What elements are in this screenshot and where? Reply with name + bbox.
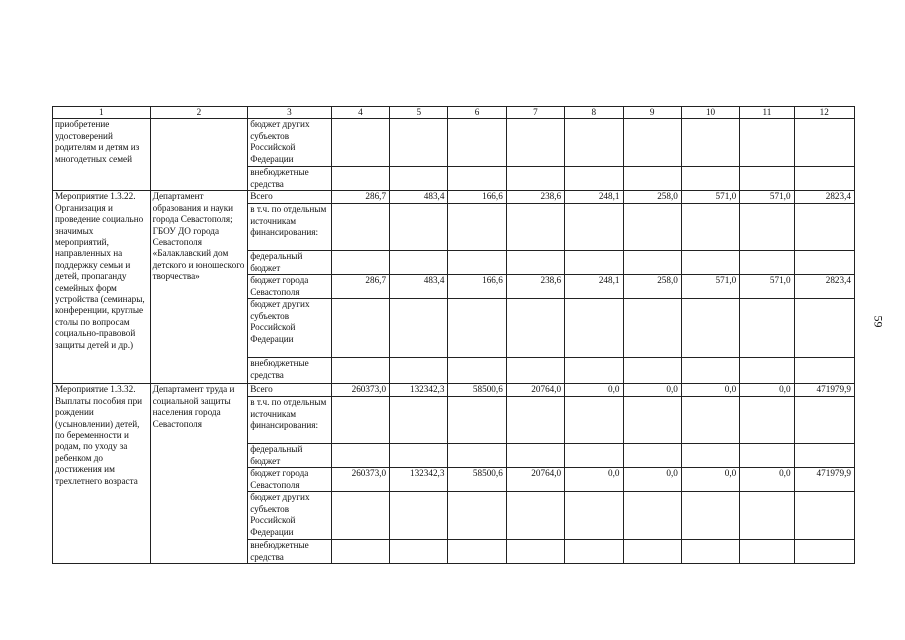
- funding-value: [740, 397, 794, 444]
- funding-source: Всего: [248, 384, 332, 397]
- funding-value: [623, 444, 681, 468]
- funding-value: [681, 204, 739, 251]
- funding-value: 248,1: [565, 191, 623, 204]
- funding-value: [565, 492, 623, 540]
- column-number: 4: [331, 107, 389, 119]
- funding-value: [565, 204, 623, 251]
- column-number-header-row: [53, 107, 855, 119]
- funding-source: федеральный бюджет: [248, 251, 332, 275]
- funding-value: [506, 397, 564, 444]
- funding-value: [448, 540, 506, 564]
- funding-value: 260373,0: [331, 468, 389, 492]
- funding-value: [506, 299, 564, 358]
- column-number: 2: [150, 107, 248, 119]
- funding-value: [740, 167, 794, 191]
- funding-value: [794, 358, 854, 384]
- funding-value: [390, 167, 448, 191]
- activity-executor: Департамент образования и науки города Севастополя; ГБОУ ДО города Севастополя «Балаклавский дом детского и юношеского творчества»: [150, 191, 248, 384]
- funding-value: 471979,9: [794, 384, 854, 397]
- funding-source: Всего: [248, 191, 332, 204]
- funding-value: [623, 204, 681, 251]
- funding-value: [448, 492, 506, 540]
- funding-value: [331, 397, 389, 444]
- funding-value: [448, 167, 506, 191]
- funding-value: 0,0: [623, 384, 681, 397]
- column-number: 8: [565, 107, 623, 119]
- funding-value: [390, 251, 448, 275]
- funding-value: 483,4: [390, 275, 448, 299]
- funding-value: [331, 119, 389, 167]
- funding-value: [740, 358, 794, 384]
- funding-value: 571,0: [681, 275, 739, 299]
- column-number: 6: [448, 107, 506, 119]
- funding-value: [506, 358, 564, 384]
- funding-value: [681, 492, 739, 540]
- column-number: 11: [740, 107, 794, 119]
- funding-value: 2823,4: [794, 275, 854, 299]
- funding-value: [331, 444, 389, 468]
- funding-value: 58500,6: [448, 384, 506, 397]
- funding-value: [565, 397, 623, 444]
- funding-value: 0,0: [681, 384, 739, 397]
- funding-value: [565, 540, 623, 564]
- activity-name: Мероприятие 1.3.32. Выплаты пособия при рождении (усыновлении) детей, по беременности и родам, по уходу за ребенком до достижения им трехлетнего возраста: [53, 384, 151, 564]
- funding-value: 571,0: [740, 191, 794, 204]
- funding-source: внебюджетные средства: [248, 540, 332, 564]
- funding-value: [331, 204, 389, 251]
- funding-value: 0,0: [565, 384, 623, 397]
- funding-value: [623, 397, 681, 444]
- funding-value: [565, 119, 623, 167]
- funding-row: [53, 384, 855, 397]
- funding-value: [794, 204, 854, 251]
- activity-executor: Департамент труда и социальной защиты населения города Севастополя: [150, 384, 248, 564]
- funding-value: [390, 492, 448, 540]
- funding-value: 286,7: [331, 191, 389, 204]
- funding-value: [331, 251, 389, 275]
- funding-value: [740, 204, 794, 251]
- column-number: 7: [506, 107, 564, 119]
- funding-value: [623, 299, 681, 358]
- funding-value: [448, 397, 506, 444]
- funding-value: [794, 444, 854, 468]
- funding-value: [506, 167, 564, 191]
- funding-value: [448, 251, 506, 275]
- activity-executor: [150, 119, 248, 191]
- funding-source: бюджет города Севастополя: [248, 468, 332, 492]
- funding-value: 260373,0: [331, 384, 389, 397]
- funding-value: [794, 251, 854, 275]
- funding-value: [390, 358, 448, 384]
- funding-value: 58500,6: [448, 468, 506, 492]
- funding-value: 0,0: [623, 468, 681, 492]
- funding-value: 0,0: [681, 468, 739, 492]
- page-number: 59: [871, 315, 886, 328]
- funding-value: [681, 358, 739, 384]
- funding-value: [565, 251, 623, 275]
- funding-value: [623, 167, 681, 191]
- funding-value: 20764,0: [506, 384, 564, 397]
- funding-value: 132342,3: [390, 384, 448, 397]
- funding-value: [623, 492, 681, 540]
- funding-value: 286,7: [331, 275, 389, 299]
- funding-value: [331, 299, 389, 358]
- funding-value: [448, 204, 506, 251]
- funding-row: [53, 119, 855, 167]
- funding-value: 20764,0: [506, 468, 564, 492]
- funding-value: [794, 397, 854, 444]
- funding-value: [794, 540, 854, 564]
- funding-value: 471979,9: [794, 468, 854, 492]
- funding-value: [506, 492, 564, 540]
- funding-value: [390, 444, 448, 468]
- funding-value: [794, 492, 854, 540]
- funding-value: [623, 119, 681, 167]
- funding-source: бюджет других субъектов Российской Федерации: [248, 492, 332, 540]
- funding-value: 571,0: [740, 275, 794, 299]
- funding-source: бюджет города Севастополя: [248, 275, 332, 299]
- funding-value: [565, 167, 623, 191]
- funding-source: федеральный бюджет: [248, 444, 332, 468]
- funding-value: [565, 358, 623, 384]
- funding-value: 166,6: [448, 191, 506, 204]
- column-number: 1: [53, 107, 151, 119]
- funding-value: [390, 119, 448, 167]
- funding-value: [740, 492, 794, 540]
- funding-value: [390, 204, 448, 251]
- column-number: 12: [794, 107, 854, 119]
- funding-value: [331, 540, 389, 564]
- funding-value: [740, 251, 794, 275]
- funding-value: [740, 444, 794, 468]
- funding-value: [681, 119, 739, 167]
- column-number: 5: [390, 107, 448, 119]
- funding-value: [681, 540, 739, 564]
- activity-name: приобретение удостоверений родителям и детям из многодетных семей: [53, 119, 151, 191]
- funding-value: 238,6: [506, 191, 564, 204]
- funding-value: 258,0: [623, 191, 681, 204]
- funding-source: внебюджетные средства: [248, 167, 332, 191]
- funding-source: бюджет других субъектов Российской Федерации: [248, 299, 332, 358]
- column-number: 3: [248, 107, 332, 119]
- funding-value: 166,6: [448, 275, 506, 299]
- funding-value: [506, 119, 564, 167]
- column-number: 10: [681, 107, 739, 119]
- funding-value: [448, 119, 506, 167]
- funding-value: [506, 540, 564, 564]
- funding-value: [681, 167, 739, 191]
- activity-name: Мероприятие 1.3.22. Организация и проведение социально значимых мероприятий, направленных на поддержку семьи и детей, пропаганду семейных форм устройства (семинары, конференции, круглые столы по вопросам социально-правовой защиты детей и др.): [53, 191, 151, 384]
- funding-value: 258,0: [623, 275, 681, 299]
- funding-value: [448, 358, 506, 384]
- funding-value: [331, 358, 389, 384]
- funding-row: [53, 191, 855, 204]
- funding-value: [390, 540, 448, 564]
- funding-value: [506, 444, 564, 468]
- funding-value: [506, 204, 564, 251]
- funding-value: [623, 540, 681, 564]
- financing-table: [52, 106, 855, 564]
- funding-value: [681, 444, 739, 468]
- column-number: 9: [623, 107, 681, 119]
- funding-value: [331, 492, 389, 540]
- funding-value: [740, 119, 794, 167]
- funding-value: [740, 299, 794, 358]
- funding-value: 0,0: [740, 384, 794, 397]
- funding-value: [681, 299, 739, 358]
- funding-value: 2823,4: [794, 191, 854, 204]
- funding-value: [565, 299, 623, 358]
- funding-value: [623, 358, 681, 384]
- funding-source: бюджет других субъектов Российской Федерации: [248, 119, 332, 167]
- funding-value: [390, 299, 448, 358]
- funding-value: [794, 167, 854, 191]
- funding-value: [681, 397, 739, 444]
- funding-value: [794, 299, 854, 358]
- funding-value: 483,4: [390, 191, 448, 204]
- funding-source: в т.ч. по отдельным источникам финансирования:: [248, 397, 332, 444]
- funding-value: [740, 540, 794, 564]
- funding-value: [681, 251, 739, 275]
- funding-value: 0,0: [565, 468, 623, 492]
- funding-value: 571,0: [681, 191, 739, 204]
- funding-value: [623, 251, 681, 275]
- funding-source: внебюджетные средства: [248, 358, 332, 384]
- funding-value: [448, 299, 506, 358]
- funding-value: [794, 119, 854, 167]
- funding-value: 132342,3: [390, 468, 448, 492]
- funding-value: [506, 251, 564, 275]
- funding-value: [448, 444, 506, 468]
- funding-value: [565, 444, 623, 468]
- funding-value: [331, 167, 389, 191]
- funding-value: 248,1: [565, 275, 623, 299]
- funding-value: 238,6: [506, 275, 564, 299]
- funding-source: в т.ч. по отдельным источникам финансирования:: [248, 204, 332, 251]
- funding-value: 0,0: [740, 468, 794, 492]
- funding-value: [390, 397, 448, 444]
